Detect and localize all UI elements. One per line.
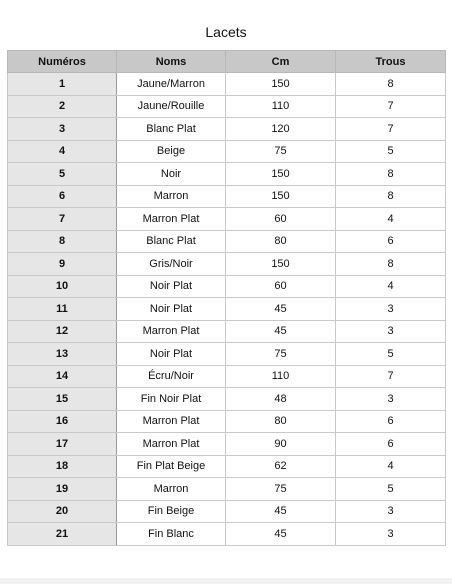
- laces-table: [7, 50, 446, 546]
- cell-nom: Jaune/Marron: [117, 73, 226, 96]
- cell-nom: Marron Plat: [117, 410, 226, 433]
- cell-cm: 75: [226, 140, 336, 163]
- cell-trous: 3: [336, 298, 446, 321]
- table-body: [8, 73, 446, 546]
- table-row: [8, 140, 446, 163]
- table-row: [8, 365, 446, 388]
- cell-numero: 20: [8, 500, 117, 523]
- table-row: [8, 455, 446, 478]
- cell-numero: 15: [8, 388, 117, 411]
- cell-nom: Noir: [117, 163, 226, 186]
- cell-numero: 16: [8, 410, 117, 433]
- cell-numero: 4: [8, 140, 117, 163]
- cell-nom: Fin Noir Plat: [117, 388, 226, 411]
- cell-numero: 7: [8, 208, 117, 231]
- cell-trous: 8: [336, 163, 446, 186]
- cell-cm: 110: [226, 365, 336, 388]
- cell-cm: 60: [226, 275, 336, 298]
- table-header-row: [8, 51, 446, 73]
- table-row: [8, 433, 446, 456]
- cell-trous: 8: [336, 185, 446, 208]
- table-row: [8, 95, 446, 118]
- cell-nom: Marron Plat: [117, 433, 226, 456]
- table-row: [8, 230, 446, 253]
- cell-cm: 45: [226, 523, 336, 546]
- table-row: [8, 275, 446, 298]
- table-row: [8, 343, 446, 366]
- table-row: [8, 478, 446, 501]
- cell-nom: Noir Plat: [117, 343, 226, 366]
- column-header-noms: Noms: [117, 51, 226, 73]
- cell-cm: 48: [226, 388, 336, 411]
- cell-trous: 5: [336, 478, 446, 501]
- cell-nom: Jaune/Rouille: [117, 95, 226, 118]
- cell-cm: 80: [226, 410, 336, 433]
- table-row: [8, 500, 446, 523]
- cell-cm: 150: [226, 163, 336, 186]
- cell-trous: 5: [336, 140, 446, 163]
- page-title: Lacets: [205, 24, 247, 40]
- cell-numero: 13: [8, 343, 117, 366]
- cell-cm: 75: [226, 478, 336, 501]
- cell-trous: 7: [336, 95, 446, 118]
- cell-trous: 4: [336, 275, 446, 298]
- cell-numero: 9: [8, 253, 117, 276]
- cell-numero: 19: [8, 478, 117, 501]
- cell-cm: 62: [226, 455, 336, 478]
- cell-numero: 6: [8, 185, 117, 208]
- cell-trous: 7: [336, 118, 446, 141]
- cell-numero: 11: [8, 298, 117, 321]
- cell-cm: 80: [226, 230, 336, 253]
- cell-numero: 12: [8, 320, 117, 343]
- cell-nom: Écru/Noir: [117, 365, 226, 388]
- column-header-cm: Cm: [226, 51, 336, 73]
- cell-numero: 1: [8, 73, 117, 96]
- cell-trous: 4: [336, 455, 446, 478]
- bottom-bar: [0, 578, 452, 584]
- cell-trous: 3: [336, 388, 446, 411]
- table-row: [8, 410, 446, 433]
- column-header-numeros: Numéros: [8, 51, 117, 73]
- cell-cm: 75: [226, 343, 336, 366]
- cell-numero: 10: [8, 275, 117, 298]
- cell-trous: 6: [336, 410, 446, 433]
- cell-numero: 2: [8, 95, 117, 118]
- cell-trous: 6: [336, 433, 446, 456]
- table-row: [8, 208, 446, 231]
- cell-numero: 3: [8, 118, 117, 141]
- cell-nom: Gris/Noir: [117, 253, 226, 276]
- cell-nom: Marron: [117, 478, 226, 501]
- cell-cm: 150: [226, 253, 336, 276]
- cell-numero: 8: [8, 230, 117, 253]
- cell-numero: 5: [8, 163, 117, 186]
- cell-cm: 45: [226, 500, 336, 523]
- column-header-trous: Trous: [336, 51, 446, 73]
- cell-trous: 3: [336, 500, 446, 523]
- cell-trous: 3: [336, 320, 446, 343]
- cell-nom: Blanc Plat: [117, 118, 226, 141]
- table-row: [8, 73, 446, 96]
- cell-cm: 150: [226, 185, 336, 208]
- cell-trous: 6: [336, 230, 446, 253]
- table-row: [8, 185, 446, 208]
- cell-numero: 18: [8, 455, 117, 478]
- table-row: [8, 253, 446, 276]
- cell-nom: Fin Plat Beige: [117, 455, 226, 478]
- cell-nom: Fin Blanc: [117, 523, 226, 546]
- cell-trous: 8: [336, 73, 446, 96]
- cell-trous: 5: [336, 343, 446, 366]
- cell-nom: Fin Beige: [117, 500, 226, 523]
- cell-trous: 7: [336, 365, 446, 388]
- cell-nom: Noir Plat: [117, 275, 226, 298]
- cell-cm: 110: [226, 95, 336, 118]
- cell-nom: Noir Plat: [117, 298, 226, 321]
- table-row: [8, 298, 446, 321]
- cell-numero: 14: [8, 365, 117, 388]
- table-row: [8, 163, 446, 186]
- cell-cm: 120: [226, 118, 336, 141]
- table-row: [8, 523, 446, 546]
- cell-nom: Marron: [117, 185, 226, 208]
- cell-numero: 17: [8, 433, 117, 456]
- cell-nom: Blanc Plat: [117, 230, 226, 253]
- cell-trous: 8: [336, 253, 446, 276]
- cell-cm: 60: [226, 208, 336, 231]
- cell-nom: Marron Plat: [117, 320, 226, 343]
- cell-trous: 4: [336, 208, 446, 231]
- cell-nom: Beige: [117, 140, 226, 163]
- cell-cm: 150: [226, 73, 336, 96]
- cell-cm: 45: [226, 320, 336, 343]
- cell-numero: 21: [8, 523, 117, 546]
- table-row: [8, 118, 446, 141]
- table-row: [8, 388, 446, 411]
- cell-cm: 90: [226, 433, 336, 456]
- table-row: [8, 320, 446, 343]
- cell-cm: 45: [226, 298, 336, 321]
- cell-nom: Marron Plat: [117, 208, 226, 231]
- cell-trous: 3: [336, 523, 446, 546]
